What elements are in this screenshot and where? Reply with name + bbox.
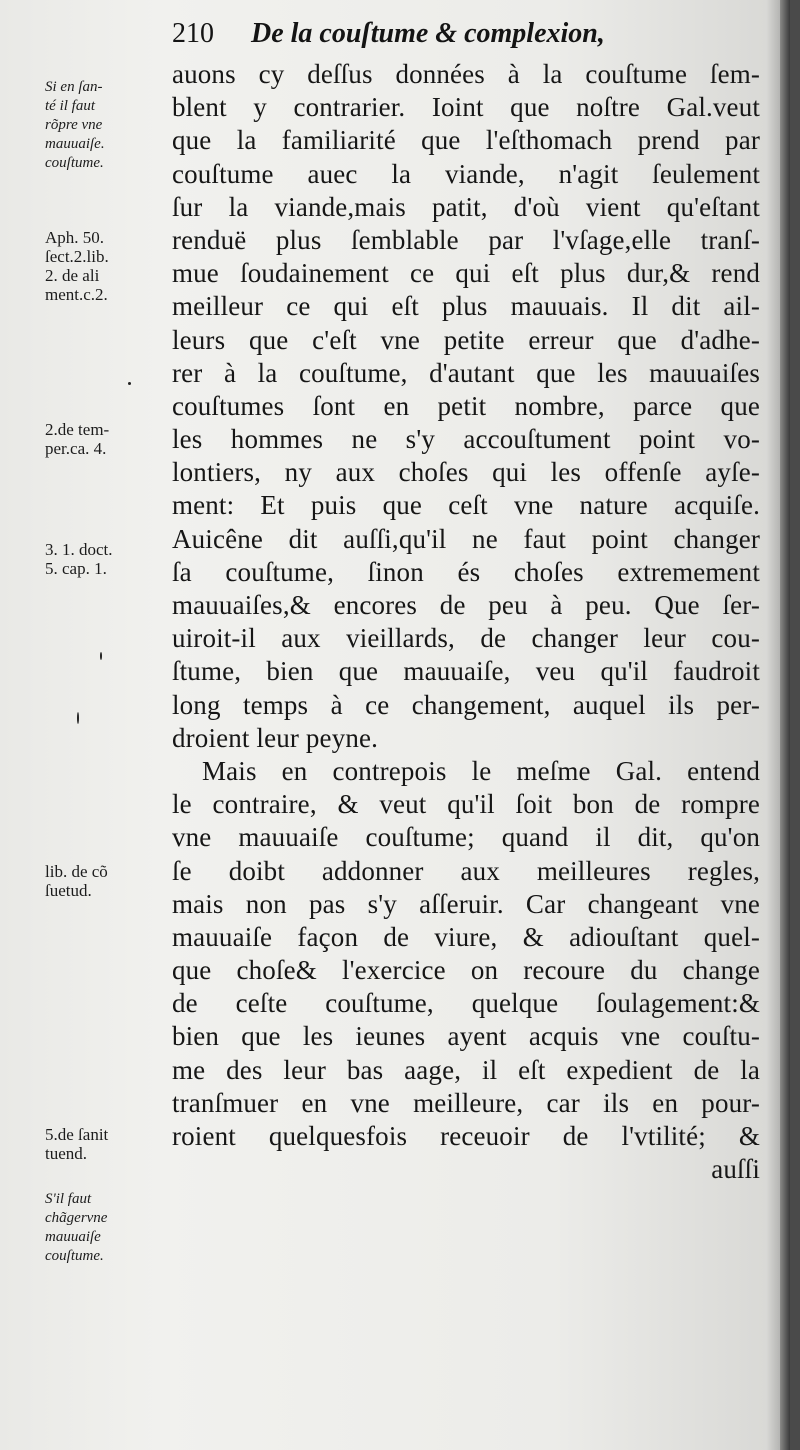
text-line: rer à la couſtume, d'autant que les mauuaiſes [172, 357, 760, 388]
margin-note-line: mauuaiſe. [45, 136, 105, 152]
margin-note [45, 1190, 107, 1266]
text-line: lontiers, ny aux choſes qui les offenſe ayſe- [172, 457, 760, 488]
margin-note-line: 5. cap. 1. [45, 559, 107, 578]
margin-note [45, 420, 109, 458]
text-line: auons cy deſſus données à la couſtume ſem- [172, 59, 760, 89]
catchword: auſſi [711, 1154, 760, 1185]
margin-note-line: té il faut [45, 98, 95, 114]
margin-note-line: 5.de ſanit [45, 1125, 109, 1144]
text-line: ſur la viande,mais patit, d'où vient qu'eſtant [172, 191, 760, 222]
margin-note-line: ſect.2.lib. [45, 247, 109, 266]
text-line: que choſe& l'exercice on recoure du change [172, 955, 760, 986]
margin-note-line: 2. de ali [45, 266, 100, 285]
page-number: 210 [172, 18, 214, 49]
margin-note [45, 228, 109, 304]
margin-note-line: S'il faut [45, 1191, 92, 1207]
text-line: couſtumes ſont en petit nombre, parce que [172, 390, 760, 421]
margin-note-line: ſuetud. [45, 881, 92, 900]
ink-speck [100, 652, 102, 660]
text-line: tranſmuer en vne meilleure, car ils en pour- [172, 1087, 760, 1118]
text-line: que la familiarité que l'eſthomach prend par [172, 125, 760, 156]
text-line: meilleur ce qui eſt plus mauuais. Il dit ail- [172, 291, 760, 322]
ink-speck [77, 712, 79, 724]
text-line: me des leur bas aage, il eſt expedient de la [172, 1054, 760, 1085]
text-line: couſtume auec la viande, n'agit ſeulement [172, 158, 760, 189]
ink-speck [128, 382, 131, 385]
margin-note-line: Aph. 50. [45, 228, 105, 247]
text-line: ſa couſtume, ſinon és choſes extremement [172, 556, 760, 587]
text-line: ſe doibt addonner aux meilleures regles, [172, 855, 760, 886]
margin-note-line: 2.de tem- [45, 420, 110, 439]
margin-note-line: tuend. [45, 1144, 88, 1163]
text-line: vne mauuaiſe couſtume; quand il dit, qu'on [172, 822, 760, 853]
text-line: mauuaiſe façon de viure, & adiouſtant quel- [172, 921, 760, 952]
page-header [172, 18, 605, 50]
margin-note [45, 862, 108, 900]
text-line: bien que les ieunes ayent acquis vne couſtu- [172, 1021, 760, 1052]
text-line: droient leur peyne. [172, 722, 379, 753]
text-line: le contraire, & veut qu'il ſoit bon de rompre [172, 789, 760, 820]
text-line: roient quelquesfois receuoir de l'vtilité; & [172, 1121, 760, 1151]
text-line: Auicêne dit auſſi,qu'il ne faut point changer [172, 523, 760, 554]
margin-note [45, 78, 105, 173]
margin-note-line: couſtume. [45, 1248, 104, 1264]
margin-notes [0, 0, 170, 1450]
margin-note-line: ment.c.2. [45, 285, 108, 304]
margin-note-line: rõpre vne [45, 117, 103, 133]
page-edge-shadow [780, 0, 790, 1450]
margin-note-line: per.ca. 4. [45, 439, 107, 458]
margin-note-line: 3. 1. doct. [45, 540, 113, 559]
margin-note-line: lib. de cõ [45, 862, 108, 881]
text-line: blent y contrarier. Ioint que noſtre Gal.veut [172, 92, 760, 123]
text-line: mais non pas s'y aſſeruir. Car changeant vne [172, 888, 760, 919]
text-line: uiroit-il aux vieillards, de changer leur cou- [172, 623, 760, 654]
margin-note-line: Si en ſan- [45, 79, 103, 95]
text-line: de ceſte couſtume, quelque ſoulagement:& [172, 988, 760, 1019]
running-title: De la couſtume & complexion, [251, 18, 605, 49]
text-line: mue ſoudainement ce qui eſt plus dur,& rend [172, 258, 760, 289]
text-line: renduë plus ſemblable par l'vſage,elle tranſ- [172, 224, 760, 255]
margin-note [45, 1125, 108, 1163]
text-line: ment: Et puis que ceſt vne nature acquiſe. [172, 490, 760, 521]
body-text [172, 58, 760, 1186]
text-line: mauuaiſes,& encores de peu à peu. Que ſer- [172, 590, 760, 620]
text-line: leurs que c'eſt vne petite erreur que d'adhe- [172, 324, 760, 355]
margin-note [45, 540, 113, 578]
margin-note-line: couſtume. [45, 155, 104, 171]
text-line: les hommes ne s'y accouſtument point vo- [172, 424, 760, 455]
margin-note-line: chãgervne [45, 1210, 108, 1226]
text-line: long temps à ce changement, auquel ils per- [172, 689, 760, 720]
text-line: ſtume, bien que mauuaiſe, veu qu'il faudroit [172, 656, 760, 687]
margin-note-line: mauuaiſe [45, 1229, 101, 1245]
text-line: Mais en contrepois le meſme Gal. entend [202, 755, 760, 786]
